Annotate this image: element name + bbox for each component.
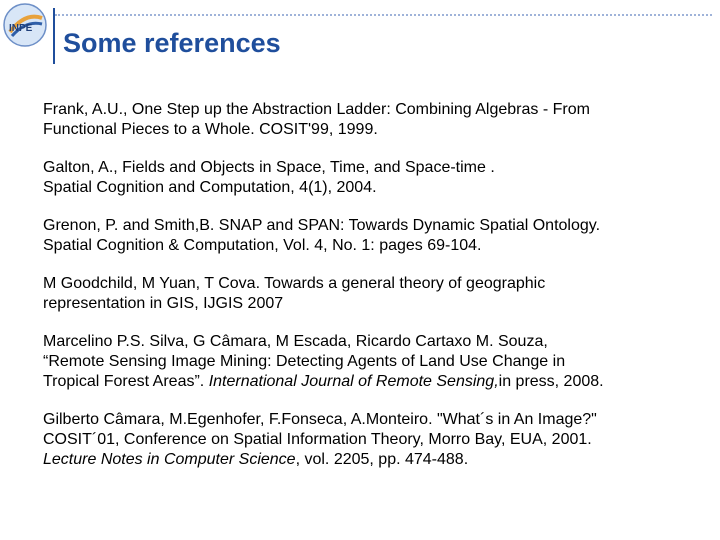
reference-text: Gilberto Câmara, M.Egenhofer, F.Fonseca, A.Monteiro. "What´s in An Image?"	[43, 411, 597, 428]
reference-line	[43, 216, 713, 236]
reference-line	[43, 120, 713, 140]
reference-line	[43, 332, 713, 352]
page-title: Some references	[63, 28, 281, 58]
reference-text: Grenon, P. and Smith,B. SNAP and SPAN: Towards Dynamic Spatial Ontology.	[43, 217, 601, 234]
reference-italic-text: International Journal of Remote Sensing,	[208, 373, 499, 390]
reference-text: M Goodchild, M Yuan, T Cova. Towards a general theory of geographic	[43, 275, 546, 292]
reference-line	[43, 294, 713, 314]
reference-line	[43, 178, 713, 198]
logo-text: INPE	[9, 23, 33, 34]
reference-item	[43, 274, 713, 314]
reference-list	[43, 100, 713, 470]
reference-item	[43, 216, 713, 256]
reference-text: Galton, A., Fields and Objects in Space, Time, and Space-time .	[43, 159, 495, 176]
reference-line	[43, 372, 713, 392]
reference-text: Spatial Cognition & Computation, Vol. 4, No. 1: pages 69-104.	[43, 237, 482, 254]
reference-item	[43, 410, 713, 470]
reference-text: in press, 2008.	[498, 373, 604, 390]
reference-item	[43, 332, 713, 392]
reference-item	[43, 100, 713, 140]
reference-line	[43, 410, 713, 430]
reference-text: Marcelino P.S. Silva, G Câmara, M Escada, Ricardo Cartaxo M. Souza,	[43, 333, 548, 350]
reference-line	[43, 236, 713, 256]
reference-line	[43, 100, 713, 120]
reference-text: representation in GIS, IJGIS 2007	[43, 295, 284, 312]
reference-text: Tropical Forest Areas”.	[43, 373, 209, 390]
reference-line	[43, 274, 713, 294]
reference-text: “Remote Sensing Image Mining: Detecting Agents of Land Use Change in	[43, 353, 566, 370]
inpe-logo	[2, 2, 48, 48]
reference-text: Functional Pieces to a Whole. COSIT'99, 1999.	[43, 121, 378, 138]
reference-line	[43, 450, 713, 470]
reference-line	[43, 352, 713, 372]
reference-text: , vol. 2205, pp. 474-488.	[295, 451, 469, 468]
header-dotted-rule	[55, 14, 712, 16]
reference-line	[43, 158, 713, 178]
reference-text: Spatial Cognition and Computation, 4(1), 2004.	[43, 179, 377, 196]
title-accent-rule	[53, 8, 55, 64]
reference-item	[43, 158, 713, 198]
reference-text: COSIT´01, Conference on Spatial Information Theory, Morro Bay, EUA, 2001.	[43, 431, 592, 448]
reference-line	[43, 430, 713, 450]
reference-italic-text: Lecture Notes in Computer Science	[43, 451, 296, 468]
reference-text: Frank, A.U., One Step up the Abstraction Ladder: Combining Algebras - From	[43, 101, 590, 118]
